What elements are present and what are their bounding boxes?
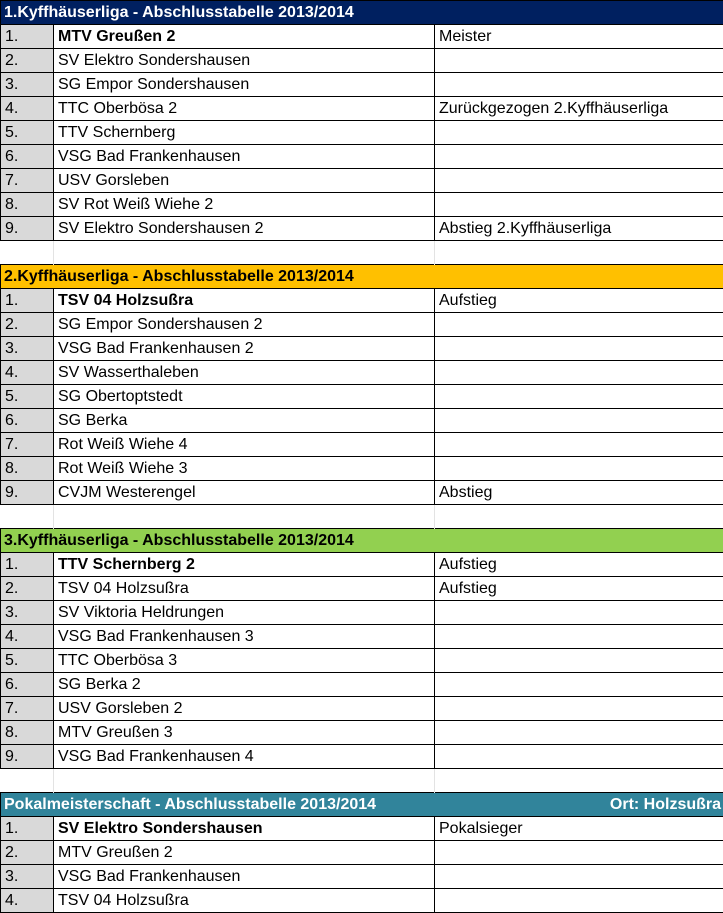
table-row bbox=[1, 121, 723, 145]
rank-cell: 3. bbox=[1, 73, 54, 97]
team-cell: TSV 04 Holzsußra bbox=[54, 289, 435, 313]
table-row bbox=[1, 97, 723, 121]
table-row bbox=[1, 25, 723, 49]
note-cell bbox=[435, 337, 723, 361]
rank-cell: 4. bbox=[1, 889, 54, 913]
league3-header bbox=[1, 529, 723, 553]
rank-cell: 9. bbox=[1, 217, 54, 241]
cup-header bbox=[1, 793, 723, 817]
team-cell: TSV 04 Holzsußra bbox=[54, 889, 435, 913]
rank-cell: 8. bbox=[1, 457, 54, 481]
spacer-row bbox=[1, 769, 723, 793]
note-cell: Abstieg 2.Kyffhäuserliga bbox=[435, 217, 723, 241]
rank-cell: 4. bbox=[1, 625, 54, 649]
table-row bbox=[1, 217, 723, 241]
team-cell: MTV Greußen 2 bbox=[54, 841, 435, 865]
team-cell: TTC Oberbösa 3 bbox=[54, 649, 435, 673]
team-cell: VSG Bad Frankenhausen 4 bbox=[54, 745, 435, 769]
note-cell: Meister bbox=[435, 25, 723, 49]
rank-cell: 3. bbox=[1, 337, 54, 361]
rank-cell: 1. bbox=[1, 289, 54, 313]
table-row bbox=[1, 865, 723, 889]
team-cell: TTC Oberbösa 2 bbox=[54, 97, 435, 121]
table-row bbox=[1, 481, 723, 505]
note-cell bbox=[435, 841, 723, 865]
note-cell bbox=[435, 745, 723, 769]
note-cell bbox=[435, 697, 723, 721]
rank-cell: 3. bbox=[1, 601, 54, 625]
rank-cell: 2. bbox=[1, 577, 54, 601]
spacer-row bbox=[1, 505, 723, 529]
rank-cell: 5. bbox=[1, 649, 54, 673]
team-cell: SG Obertoptstedt bbox=[54, 385, 435, 409]
team-cell: SG Berka 2 bbox=[54, 673, 435, 697]
team-cell: SV Rot Weiß Wiehe 2 bbox=[54, 193, 435, 217]
table-row bbox=[1, 145, 723, 169]
team-cell: SG Empor Sondershausen 2 bbox=[54, 313, 435, 337]
table-row bbox=[1, 433, 723, 457]
note-cell: Aufstieg bbox=[435, 553, 723, 577]
rank-cell: 6. bbox=[1, 145, 54, 169]
league1-header bbox=[1, 1, 723, 25]
note-cell bbox=[435, 721, 723, 745]
table-row bbox=[1, 49, 723, 73]
note-cell bbox=[435, 361, 723, 385]
rank-cell: 6. bbox=[1, 673, 54, 697]
table-row bbox=[1, 73, 723, 97]
note-cell bbox=[435, 121, 723, 145]
note-cell bbox=[435, 889, 723, 913]
team-cell: TSV 04 Holzsußra bbox=[54, 577, 435, 601]
table-row bbox=[1, 337, 723, 361]
rank-cell: 2. bbox=[1, 313, 54, 337]
league1-title: 1.Kyffhäuserliga - Abschlusstabelle 2013/2014 bbox=[1, 1, 723, 25]
team-cell: TTV Schernberg bbox=[54, 121, 435, 145]
league3-title: 3.Kyffhäuserliga - Abschlusstabelle 2013/2014 bbox=[1, 529, 723, 553]
team-cell: CVJM Westerengel bbox=[54, 481, 435, 505]
note-cell: Pokalsieger bbox=[435, 817, 723, 841]
team-cell: SV Elektro Sondershausen 2 bbox=[54, 217, 435, 241]
rank-cell: 7. bbox=[1, 697, 54, 721]
rank-cell: 2. bbox=[1, 49, 54, 73]
note-cell: Abstieg bbox=[435, 481, 723, 505]
team-cell: VSG Bad Frankenhausen bbox=[54, 145, 435, 169]
table-row bbox=[1, 193, 723, 217]
team-cell: VSG Bad Frankenhausen 3 bbox=[54, 625, 435, 649]
note-cell bbox=[435, 169, 723, 193]
rank-cell: 5. bbox=[1, 121, 54, 145]
note-cell bbox=[435, 865, 723, 889]
team-cell: MTV Greußen 2 bbox=[54, 25, 435, 49]
table-row bbox=[1, 577, 723, 601]
table-row bbox=[1, 817, 723, 841]
note-cell bbox=[435, 601, 723, 625]
team-cell: SG Berka bbox=[54, 409, 435, 433]
note-cell bbox=[435, 649, 723, 673]
note-cell: Aufstieg bbox=[435, 289, 723, 313]
team-cell: VSG Bad Frankenhausen bbox=[54, 865, 435, 889]
note-cell: Aufstieg bbox=[435, 577, 723, 601]
team-cell: SV Elektro Sondershausen bbox=[54, 49, 435, 73]
note-cell bbox=[435, 49, 723, 73]
team-cell: SV Elektro Sondershausen bbox=[54, 817, 435, 841]
cup-title: Pokalmeisterschaft - Abschlusstabelle 2013/2014 bbox=[4, 795, 377, 813]
rank-cell: 4. bbox=[1, 361, 54, 385]
table-row bbox=[1, 745, 723, 769]
rank-cell: 3. bbox=[1, 865, 54, 889]
league2-title: 2.Kyffhäuserliga - Abschlusstabelle 2013/2014 bbox=[1, 265, 723, 289]
table-row bbox=[1, 457, 723, 481]
table-row bbox=[1, 625, 723, 649]
table-row bbox=[1, 649, 723, 673]
table-row bbox=[1, 289, 723, 313]
note-cell bbox=[435, 385, 723, 409]
cup-location: Ort: Holzsußra bbox=[609, 795, 722, 813]
note-cell bbox=[435, 313, 723, 337]
rank-cell: 1. bbox=[1, 817, 54, 841]
team-cell: MTV Greußen 3 bbox=[54, 721, 435, 745]
rank-cell: 9. bbox=[1, 481, 54, 505]
table-row bbox=[1, 697, 723, 721]
note-cell bbox=[435, 193, 723, 217]
team-cell: USV Gorsleben bbox=[54, 169, 435, 193]
table-row bbox=[1, 385, 723, 409]
table-row bbox=[1, 553, 723, 577]
note-cell bbox=[435, 409, 723, 433]
rank-cell: 2. bbox=[1, 841, 54, 865]
table-row bbox=[1, 721, 723, 745]
team-cell: USV Gorsleben 2 bbox=[54, 697, 435, 721]
note-cell bbox=[435, 625, 723, 649]
team-cell: Rot Weiß Wiehe 3 bbox=[54, 457, 435, 481]
league2-header bbox=[1, 265, 723, 289]
rank-cell: 8. bbox=[1, 193, 54, 217]
table-row bbox=[1, 889, 723, 913]
note-cell bbox=[435, 457, 723, 481]
rank-cell: 7. bbox=[1, 169, 54, 193]
table-row bbox=[1, 361, 723, 385]
table-row bbox=[1, 841, 723, 865]
rank-cell: 4. bbox=[1, 97, 54, 121]
table-row bbox=[1, 313, 723, 337]
table-row bbox=[1, 409, 723, 433]
rank-cell: 8. bbox=[1, 721, 54, 745]
rank-cell: 6. bbox=[1, 409, 54, 433]
team-cell: SV Viktoria Heldrungen bbox=[54, 601, 435, 625]
table-row bbox=[1, 673, 723, 697]
note-cell bbox=[435, 673, 723, 697]
rank-cell: 9. bbox=[1, 745, 54, 769]
team-cell: SV Wasserthaleben bbox=[54, 361, 435, 385]
rank-cell: 7. bbox=[1, 433, 54, 457]
team-cell: VSG Bad Frankenhausen 2 bbox=[54, 337, 435, 361]
note-cell bbox=[435, 433, 723, 457]
team-cell: TTV Schernberg 2 bbox=[54, 553, 435, 577]
note-cell bbox=[435, 73, 723, 97]
rank-cell: 1. bbox=[1, 25, 54, 49]
table-row bbox=[1, 601, 723, 625]
rank-cell: 1. bbox=[1, 553, 54, 577]
note-cell: Zurückgezogen 2.Kyffhäuserliga bbox=[435, 97, 723, 121]
note-cell bbox=[435, 145, 723, 169]
rank-cell: 5. bbox=[1, 385, 54, 409]
team-cell: Rot Weiß Wiehe 4 bbox=[54, 433, 435, 457]
team-cell: SG Empor Sondershausen bbox=[54, 73, 435, 97]
spacer-row bbox=[1, 241, 723, 265]
table-row bbox=[1, 169, 723, 193]
